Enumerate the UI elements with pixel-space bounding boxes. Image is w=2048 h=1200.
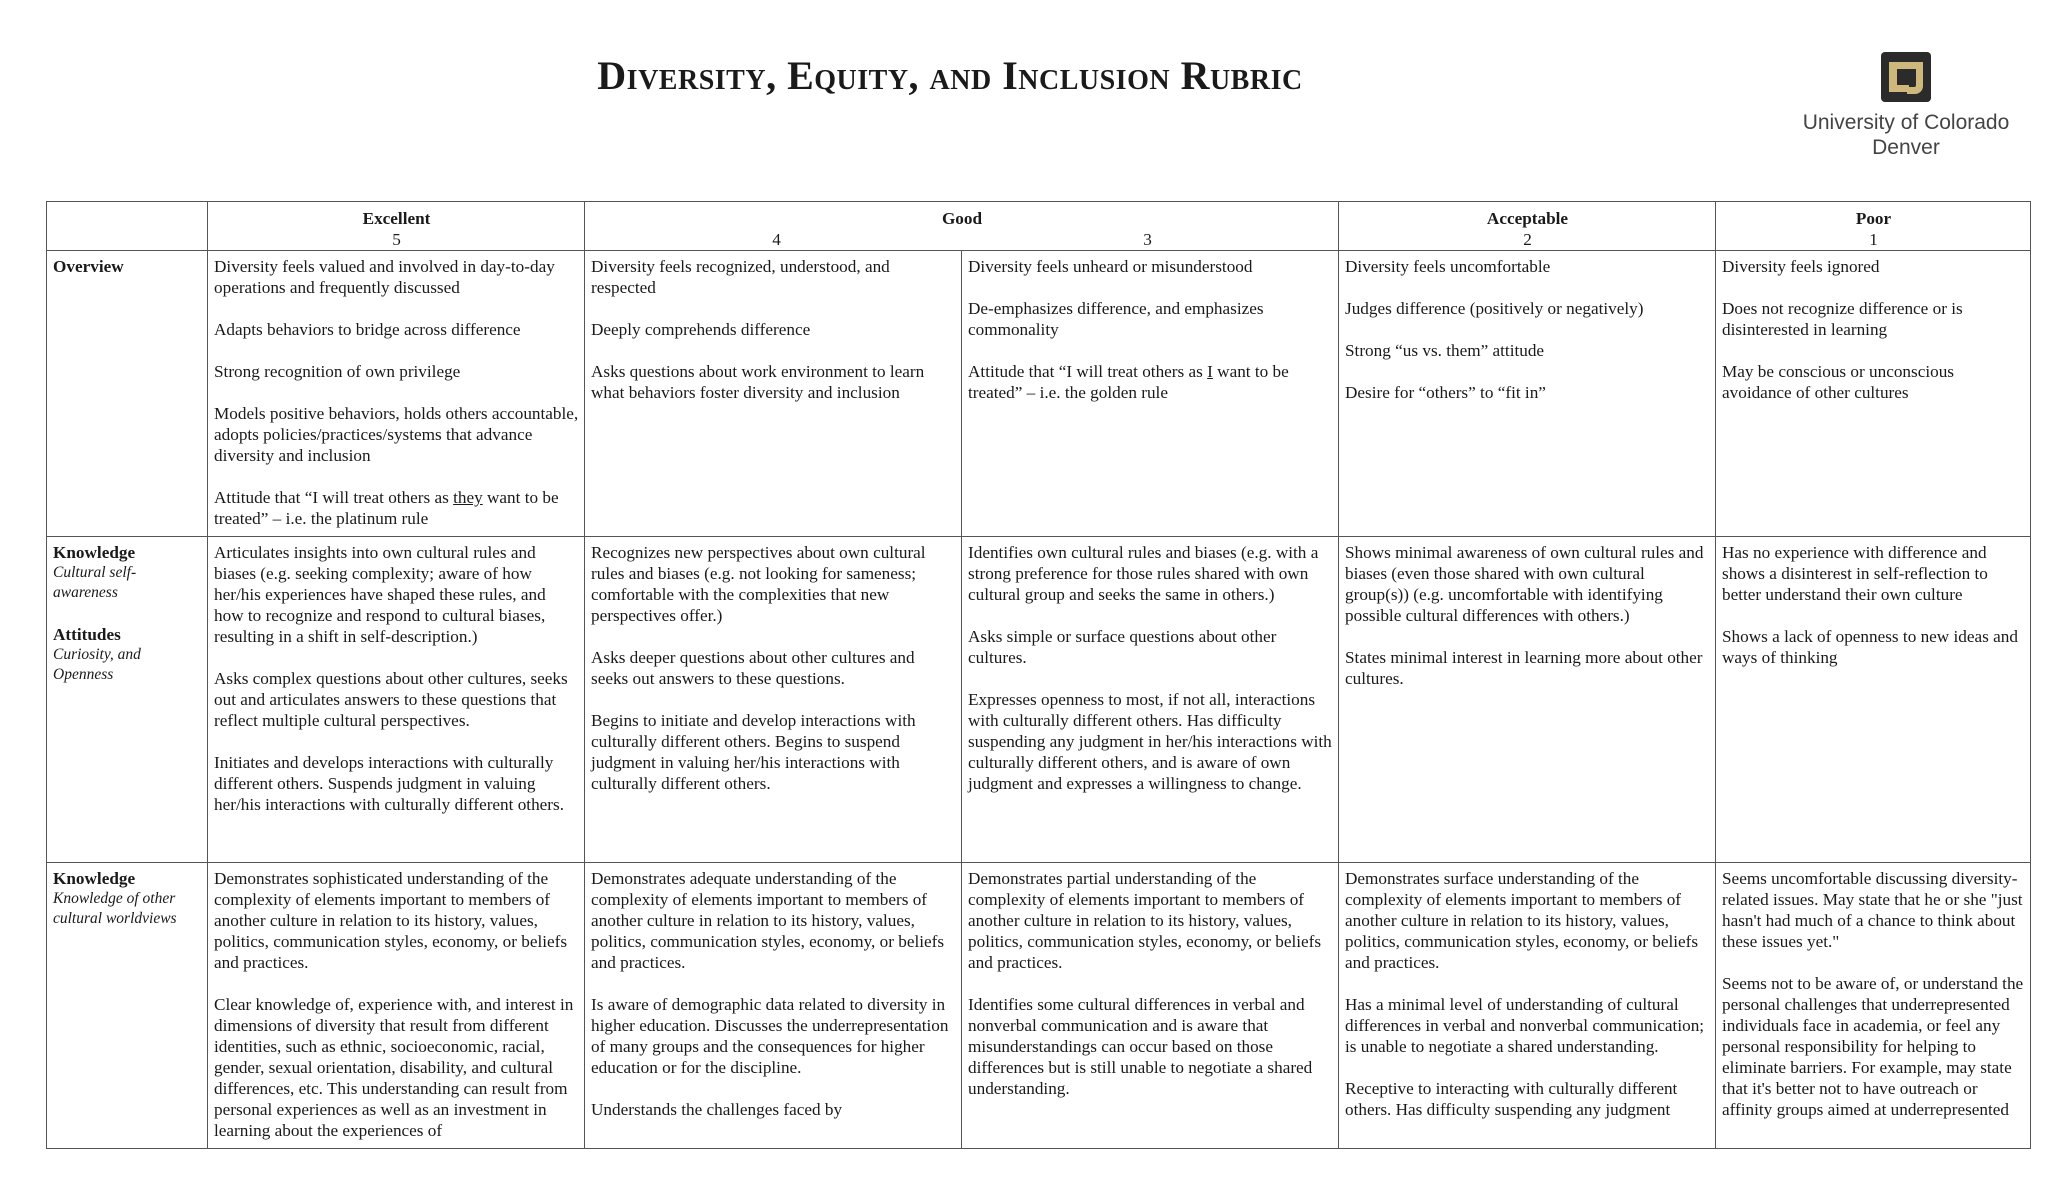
cell-text: Diversity feels uncomfortable <box>1345 257 1551 276</box>
cell-good-3 <box>962 537 1339 863</box>
text-run: Attitude that “I will treat others as <box>968 362 1208 381</box>
cell-text: Asks simple or surface questions about other cultures. <box>968 627 1277 667</box>
logo-line-1: University of Colorado <box>1802 111 2010 134</box>
row-heading-label: Overview <box>53 257 124 276</box>
cell-text: Demonstrates adequate understanding of the complexity of elements important to members of another culture in relation to its history, values, politics, communication styles, economy, or beliefs and practices. <box>591 869 945 972</box>
cell-text: Diversity feels unheard or misunderstood <box>968 257 1253 276</box>
cu-monogram-icon <box>1877 48 1935 106</box>
cell-text: Strong “us vs. them” attitude <box>1345 341 1545 360</box>
cell-text: De-emphasizes difference, and emphasizes commonality <box>968 299 1264 339</box>
cell-text: Asks deeper questions about other cultures and seeks out answers to these questions. <box>591 648 915 688</box>
cell-text: Does not recognize difference or is disinterested in learning <box>1722 299 1963 339</box>
cell-text: Demonstrates sophisticated understanding of the complexity of elements important to members of another culture in relation to its history, values, politics, communication styles, economy, or beliefs and practices. <box>214 869 568 972</box>
rubric-table <box>46 201 2031 1149</box>
cell-text: States minimal interest in learning more about other cultures. <box>1345 648 1703 688</box>
cell-good-4 <box>585 537 962 863</box>
cell-text <box>968 361 1333 403</box>
cell-text: Demonstrates surface understanding of the complexity of elements important to members of another culture in relation to its history, values, politics, communication styles, economy, or beliefs and practices. <box>1345 869 1699 972</box>
cell-text: May be conscious or unconscious avoidance of other cultures <box>1722 362 1954 402</box>
cell-text: Diversity feels valued and involved in day-to-day operations and frequently discussed <box>214 257 555 297</box>
cell-good-3 <box>962 251 1339 537</box>
cell-good-3 <box>962 863 1339 1149</box>
underlined-word: they <box>453 488 483 507</box>
cell-good-4 <box>585 251 962 537</box>
cell-text <box>214 487 579 529</box>
col-header-excellent <box>208 202 585 251</box>
cell-good-4 <box>585 863 962 1149</box>
col-score: 1 <box>1869 230 1878 249</box>
text-run: Attitude that “I will treat others as <box>214 488 454 507</box>
col-score: 5 <box>392 230 401 249</box>
page-title: Diversity, Equity, and Inclusion Rubric <box>597 53 1303 98</box>
col-score: 3 <box>1143 230 1152 249</box>
university-logo <box>1796 48 2016 160</box>
col-label: Poor <box>1855 209 1892 228</box>
cell-text: Articulates insights into own cultural rules and biases (e.g. seeking complexity; aware of how her/his experiences have shaped these rules, and how to recognize and respond to cultural biases, resulting in a shift in self-description.) <box>214 543 546 646</box>
col-score: 2 <box>1523 230 1532 249</box>
row-heading-label: Attitudes <box>53 625 121 644</box>
col-header-poor <box>1716 202 2031 251</box>
cell-text: Seems not to be aware of, or understand the personal challenges that underrepresented individuals face in academia, or feel any personal responsibility for helping to eliminate barriers. For example, may state that it's better not to have outreach or affinity groups aimed at underrepresented <box>1722 974 2024 1119</box>
cell-text: Is aware of demographic data related to diversity in higher education. Discusses the underrepresentation of many groups and the consequences for higher education or for the discipline. <box>591 995 949 1077</box>
cell-text: Clear knowledge of, experience with, and interest in dimensions of diversity that result from different identities, such as ethnic, socioeconomic, racial, gender, sexual orientation, disability, and cultural differences, etc. This understanding can result from personal experiences as well as an investment in learning about the experiences of <box>214 995 574 1140</box>
col-label: Excellent <box>362 209 431 228</box>
row-heading-label: Knowledge <box>53 869 136 888</box>
cell-acceptable <box>1339 863 1716 1149</box>
cell-text: Receptive to interacting with culturally different others. Has difficulty suspending any judgment <box>1345 1079 1678 1119</box>
cell-poor <box>1716 251 2031 537</box>
cell-text: Identifies own cultural rules and biases (e.g. with a strong preference for those rules shared with own cultural group and seeks the same in others.) <box>968 543 1319 604</box>
cell-text: Shows minimal awareness of own cultural rules and biases (even those shared with own cultural group(s)) (e.g. uncomfortable with identifying possible cultural differences with others.) <box>1345 543 1704 625</box>
text-run: want to be treated” – i.e. the golden rule <box>968 362 1289 402</box>
cell-text: Initiates and develops interactions with culturally different others. Suspends judgment in valuing her/his interactions with culturally different others. <box>214 753 565 814</box>
row-subheading: Cultural self- awareness <box>53 564 137 601</box>
table-row <box>47 537 2031 863</box>
table-row <box>47 251 2031 537</box>
cell-poor <box>1716 537 2031 863</box>
cell-text: Diversity feels recognized, understood, and respected <box>591 257 890 297</box>
underlined-word: I <box>1207 362 1213 381</box>
cell-text: Asks questions about work environment to learn what behaviors foster diversity and inclusion <box>591 362 925 402</box>
cell-text: Expresses openness to most, if not all, interactions with culturally different others. Has difficulty suspending any judgment in her/his interactions with culturally different others, and is aware of own judgment and expresses a willingness to change. <box>968 690 1332 793</box>
row-heading <box>47 251 208 537</box>
cell-text: Identifies some cultural differences in verbal and nonverbal communication and is aware that misunderstandings can occur based on those differences but is still unable to negotiate a shared understanding. <box>968 995 1313 1098</box>
row-heading <box>47 863 208 1149</box>
cell-text: Models positive behaviors, holds others accountable, adopts policies/practices/systems that advance diversity and inclusion <box>214 404 579 465</box>
cell-text: Adapts behaviors to bridge across difference <box>214 320 521 339</box>
col-header-acceptable <box>1339 202 1716 251</box>
cell-text: Has no experience with difference and shows a disinterest in self-reflection to better understand their own culture <box>1722 543 1988 604</box>
logo-line-2: Denver <box>1872 136 1940 159</box>
cell-excellent <box>208 251 585 537</box>
text-run: want to be treated” – i.e. the platinum rule <box>214 488 559 528</box>
row-heading <box>47 537 208 863</box>
cell-text: Seems uncomfortable discussing diversity-related issues. May state that he or she "just hasn't had much of a chance to think about these issues yet." <box>1722 869 2023 951</box>
cell-text: Deeply comprehends difference <box>591 320 811 339</box>
cell-text: Desire for “others” to “fit in” <box>1345 383 1546 402</box>
cell-excellent <box>208 863 585 1149</box>
row-subheading: Curiosity, and Openness <box>53 646 141 683</box>
col-label: Acceptable <box>1486 209 1569 228</box>
cell-text: Strong recognition of own privilege <box>214 362 461 381</box>
cell-text: Recognizes new perspectives about own cultural rules and biases (e.g. not looking for sameness; comfortable with the complexities that new perspectives offer.) <box>591 543 926 625</box>
row-heading-label: Knowledge <box>53 543 136 562</box>
cell-text: Demonstrates partial understanding of the complexity of elements important to members of another culture in relation to its history, values, politics, communication styles, economy, or beliefs and practices. <box>968 869 1322 972</box>
table-row <box>47 863 2031 1149</box>
cell-text: Asks complex questions about other cultures, seeks out and articulates answers to these questions that reflect multiple cultural perspectives. <box>214 669 568 730</box>
col-score: 4 <box>772 230 781 249</box>
cell-text: Judges difference (positively or negatively) <box>1345 299 1644 318</box>
corner-cell <box>47 202 208 251</box>
cell-text: Shows a lack of openness to new ideas and ways of thinking <box>1722 627 2018 667</box>
cell-text: Understands the challenges faced by <box>591 1100 843 1119</box>
cell-acceptable <box>1339 537 1716 863</box>
cell-text: Begins to initiate and develop interactions with culturally different others. Begins to suspend judgment in valuing her/his interactions with culturally different others. <box>591 711 916 793</box>
cell-poor <box>1716 863 2031 1149</box>
cell-acceptable <box>1339 251 1716 537</box>
cell-text: Has a minimal level of understanding of cultural differences in verbal and nonverbal communication; is unable to negotiate a shared understanding. <box>1345 995 1705 1056</box>
col-header-good <box>585 202 1339 251</box>
col-label: Good <box>941 209 983 228</box>
row-subheading: Knowledge of other cultural worldviews <box>53 890 177 927</box>
header-row <box>47 202 2031 251</box>
cell-excellent <box>208 537 585 863</box>
cell-text: Diversity feels ignored <box>1722 257 1880 276</box>
